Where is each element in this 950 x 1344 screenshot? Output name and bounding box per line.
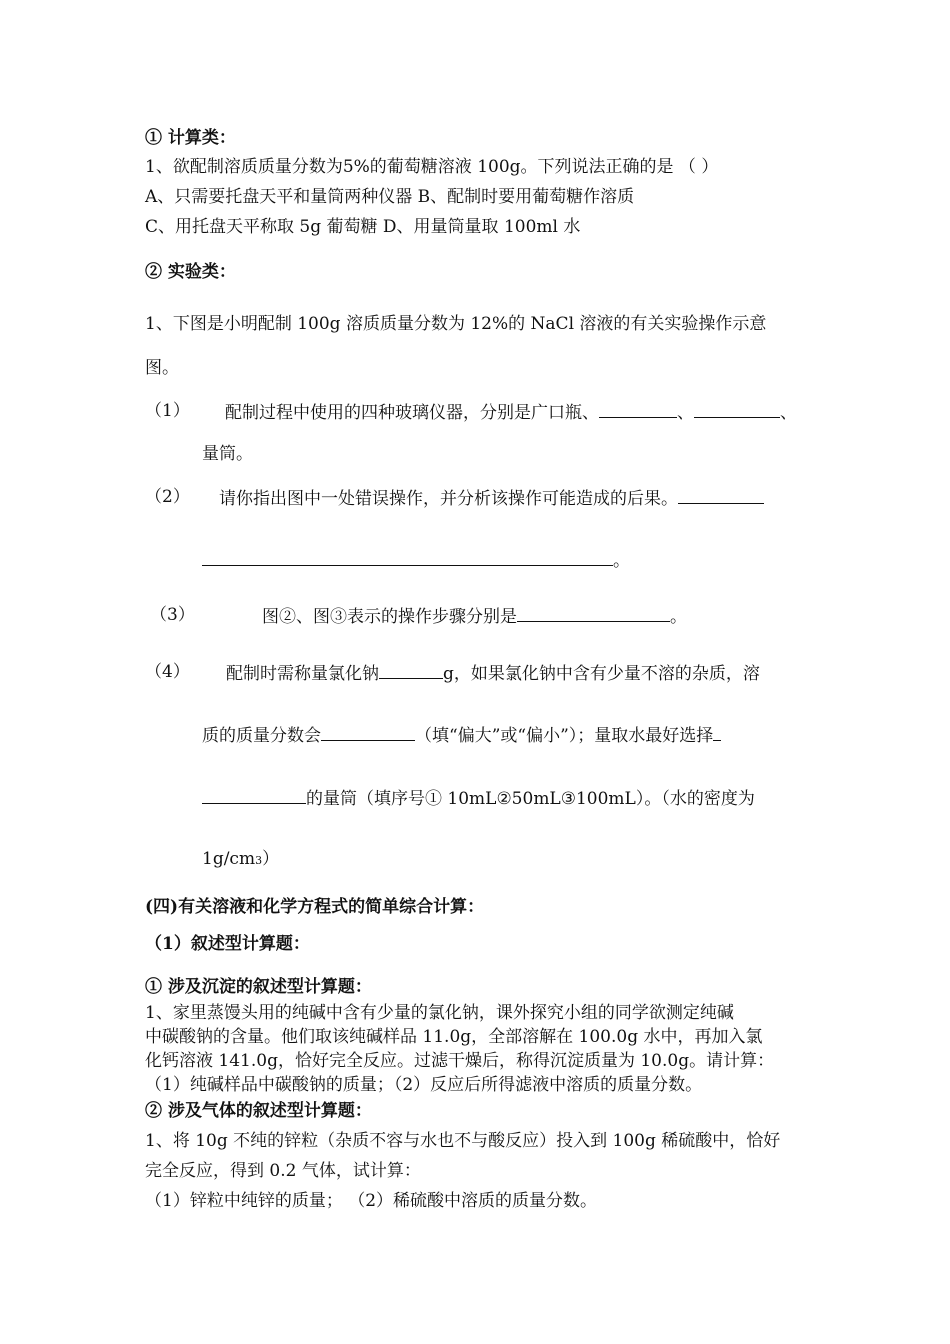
part-4-line2 [202,724,721,746]
answer-blank[interactable] [517,605,670,622]
part-4-line4 [202,849,279,871]
part-1-number: （1） [145,401,190,421]
part-1-text: 配制过程中使用的四种玻璃仪器，分别是广口瓶、 [225,403,599,423]
options-a-b: A、只需要托盘天平和量筒两种仪器 B、配制时要用葡萄糖作溶质 [145,187,635,207]
part-4-line2-text-b: （填“偏大”或“偏小”）；量取水最好选择 [415,726,714,746]
precipitate-line3: 化钙溶液 141.0g，恰好完全反应。过滤干燥后，称得沉淀质量为 10.0g。请计算： [145,1051,775,1071]
separator: 、 [677,403,694,423]
answer-blank[interactable] [202,787,306,804]
answer-blank[interactable] [694,401,780,418]
precipitate-line2: 中碳酸钠的含量。他们取该纯碱样品 11.0g，全部溶解在 100.0g 水中，再加入氯 [145,1027,763,1047]
answer-blank[interactable] [321,724,415,741]
part-2-text: 请你指出图中一处错误操作，并分析该操作可能造成的后果。 [219,489,678,509]
part-4-line3-text: 的量筒（填序号① 10mL②50mL③100mL）。（水的密度为 [306,789,755,809]
options-c-d: C、用托盘天平称取 5g 葡萄糖 D、用量筒量取 100ml 水 [145,217,581,237]
part-3-text: 图②、图③表示的操作步骤分别是 [262,607,517,627]
heading-precipitate-calc: ① 涉及沉淀的叙述型计算题： [145,977,372,997]
experiment-q1-line2: 图。 [145,358,179,378]
period: 。 [670,607,687,627]
answer-blank[interactable] [678,487,764,504]
period: 。 [613,551,630,571]
part-4-line2-text-a: 质的质量分数会 [202,726,321,746]
question-1-text: 1、欲配制溶质质量分数为5%的葡萄糖溶液 100g。下列说法正确的是 （ ） [145,157,719,177]
answer-blank[interactable] [379,662,443,679]
closing-paren: ） [262,849,280,869]
precipitate-line1: 1、家里蒸馒头用的纯碱中含有少量的氯化钠，课外探究小组的同学欲测定纯碱 [145,1003,734,1023]
gas-line2: 完全反应，得到 0.2 气体，试计算： [145,1161,421,1181]
gas-line1: 1、将 10g 不纯的锌粒（杂质不容与水也不与酸反应）投入到 100g 稀硫酸中，恰好 [145,1131,781,1151]
gas-line3: （1）锌粒中纯锌的质量； （2）稀硫酸中溶质的质量分数。 [145,1191,598,1211]
part-4-line1 [226,662,760,684]
part-1-line1 [225,401,797,423]
separator: 、 [780,403,797,423]
answer-blank[interactable] [202,549,613,566]
heading-gas-calc: ② 涉及气体的叙述型计算题： [145,1101,372,1121]
part-2-line2 [202,549,630,571]
answer-blank[interactable] [599,401,677,418]
answer-blank[interactable] [713,724,721,741]
part-2-number: （2） [145,487,190,507]
experiment-q1-line1: 1、下图是小明配制 100g 溶质质量分数为 12%的 NaCl 溶液的有关实验操作示意 [145,314,767,334]
section-heading-calc: ① 计算类： [145,128,236,148]
density-value: 1g/cm [202,849,256,869]
part-2-line1 [219,487,764,509]
precipitate-line4: （1）纯碱样品中碳酸钠的质量；（2）反应后所得滤液中溶质的质量分数。 [145,1075,703,1095]
part-3-line1 [262,605,687,627]
part-3-number: （3） [150,605,195,625]
section-heading-combined-calc: (四)有关溶液和化学方程式的简单综合计算： [145,897,485,917]
subsection-narrative-calc: （1）叙述型计算题： [145,934,310,954]
density-unit-subscript: 3 [255,854,263,867]
part-4-number: （4） [145,662,190,682]
part-4-line3 [202,787,755,809]
section-heading-experiment: ② 实验类： [145,262,236,282]
part-4-text-a: 配制时需称量氯化钠 [226,664,379,684]
part-1-line2: 量筒。 [202,444,253,464]
part-4-text-b: g，如果氯化钠中含有少量不溶的杂质，溶 [443,664,760,684]
